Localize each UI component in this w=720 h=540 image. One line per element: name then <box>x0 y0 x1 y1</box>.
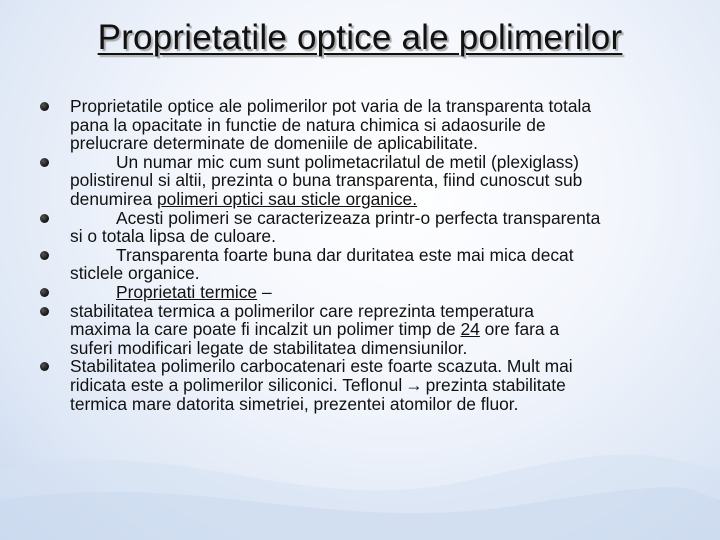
text-line: Proprietatile optice ale polimerilor pot varia de la transparenta totala <box>70 96 592 116</box>
underlined-term: Proprietati termice <box>116 281 258 302</box>
text-line: polistirenul si altii, prezinta o buna transparenta, fiind cunoscut sub <box>70 170 583 191</box>
text-line: termica mare datorita simetriei, prezentei atomilor de fluor. <box>70 393 519 414</box>
bullet-icon <box>40 362 49 371</box>
bullet-item <box>40 209 690 246</box>
text-line: stabilitatea termica a polimerilor care reprezinta temperatura <box>70 300 534 321</box>
text-line <box>70 246 690 265</box>
text-line: prelucrare determinate de domeniile de aplicabilitate. <box>70 133 478 154</box>
bullet-item <box>40 357 690 413</box>
bullet-icon <box>40 102 49 111</box>
text-line: si o totala lipsa de culoare. <box>70 226 276 247</box>
bullet-icon <box>40 251 49 260</box>
bullet-icon <box>40 214 49 223</box>
text-line <box>70 209 690 228</box>
text-run: ridicata este a polimerilor siliconici. Teflonul <box>70 374 403 395</box>
bullet-item <box>40 283 690 302</box>
text-run: Acesti polimeri se caracterizeaza printr-o perfecta transparenta <box>116 207 601 228</box>
text-line: Stabilitatea polimerilo carbocatenari este foarte scazuta. Mult mai <box>70 356 573 377</box>
bullet-icon <box>40 307 49 316</box>
text-run: prezinta stabilitate <box>425 374 566 395</box>
text-line <box>70 320 690 339</box>
text-line: pana la opacitate in functie de natura chimica si adaosurile de <box>70 114 546 135</box>
text-line <box>70 153 690 172</box>
text-line: sticlele organice. <box>70 263 200 284</box>
bullet-item <box>40 97 690 153</box>
bullet-item <box>40 153 690 209</box>
text-run: Transparenta foarte buna dar duritatea este mai mica decat <box>116 244 574 265</box>
text-run: – <box>257 281 272 302</box>
underlined-number: 24 <box>460 319 480 340</box>
underlined-term: polimeri optici sau sticle organice. <box>157 188 418 209</box>
text-run: ore fara a <box>479 319 560 340</box>
bullet-item <box>40 246 690 283</box>
bullet-icon <box>40 288 49 297</box>
text-line <box>70 283 690 302</box>
text-line <box>70 190 690 209</box>
arrow-right-icon: → <box>405 374 423 395</box>
bullet-icon <box>40 158 49 167</box>
slide-title: Proprietatile optice ale polimerilor <box>97 18 623 57</box>
text-line <box>70 376 690 395</box>
text-run: maxima la care poate fi incalzit un polimer timp de <box>70 319 461 340</box>
text-line: suferi modificari legate de stabilitatea dimensiunilor. <box>70 337 468 358</box>
text-run: Un numar mic cum sunt polimetacrilatul de metil (plexiglass) <box>116 151 579 172</box>
text-run: denumirea <box>70 188 158 209</box>
bullet-item <box>40 302 690 358</box>
bullet-list <box>40 97 690 413</box>
